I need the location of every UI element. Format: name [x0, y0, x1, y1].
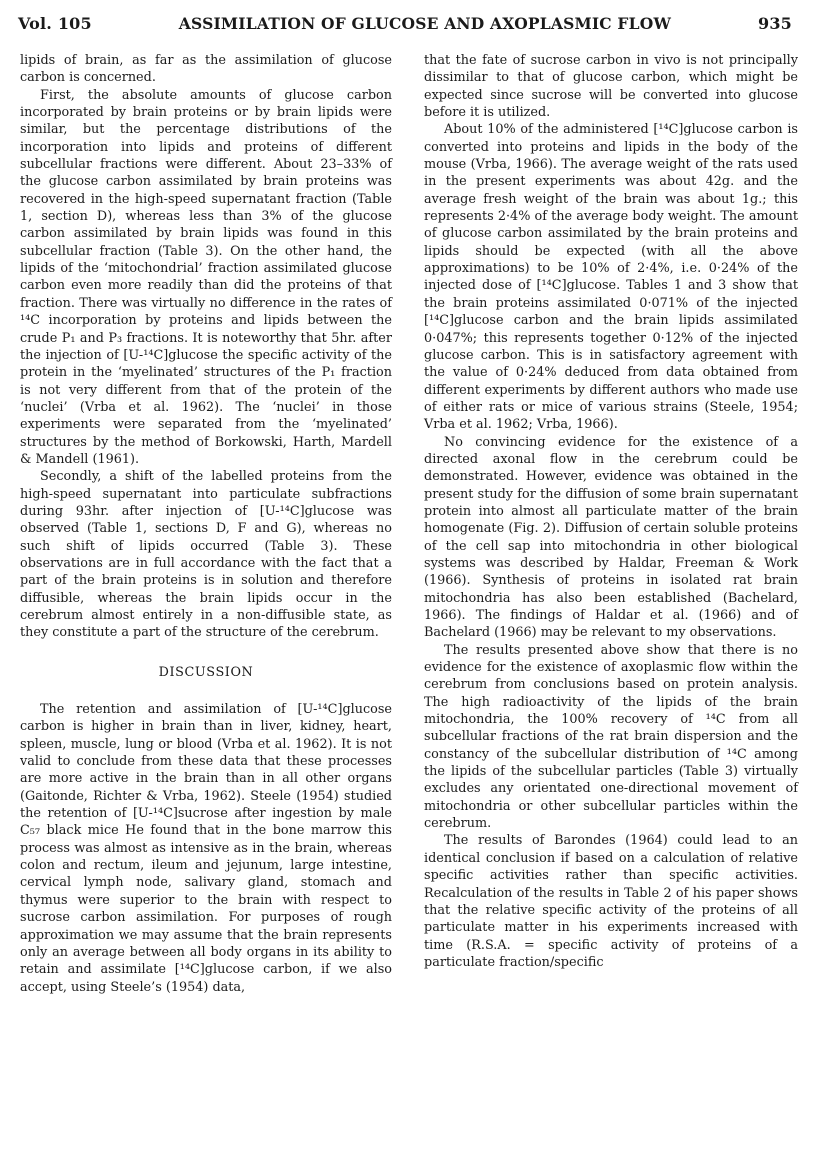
paragraph: The results of Barondes (1964) could lead to an identical conclusion if based on a calculation of relative specific activities rather than specific activities. Recalculation of the results in Table 2 of his paper shows that the relative specific activity of the proteins of all particulate matter in his experiments increased with time (R.S.A. = specific activity of proteins of a particulate fraction/specific	[424, 833, 798, 970]
paragraph: About 10% of the administered [¹⁴C]glucose carbon is converted into proteins and lipids in the body of the mouse (Vrba, 1966). The average weight of the rats used in the present experiments was about 42g. and the average fresh weight of the brain was about 1g.; this represents 2·4% of the average body weight. The amount of glucose carbon assimilated by the brain proteins and lipids should be expected (with all the above approximations) to be 10% of 2·4%, i.e. 0·24% of the injected dose of [¹⁴C]glucose. Tables 1 and 3 show that the brain proteins assimilated 0·071% of the injected [¹⁴C]glucose carbon and the brain lipids assimilated 0·047%; this represents together 0·12% of the injected glucose carbon. This is in satisfactory agreement with the value of 0·24% deduced from data obtained from different experiments by different authors who made use of either rats or mice of various strains (Steele, 1954; Vrba et al. 1962; Vrba, 1966).	[424, 122, 798, 433]
left-column	[20, 52, 392, 996]
paragraph: The retention and assimilation of [U-¹⁴C]glucose carbon is higher in brain than in liver, kidney, heart, spleen, muscle, lung or blood (Vrba et al. 1962). It is not valid to conclude from these data that these processes are more active in the brain than in all other organs (Gaitonde, Richter & Vrba, 1962). Steele (1954) studied the retention of [U-¹⁴C]sucrose after ingestion by male C₅₇ black mice He found that in the bone marrow this process was almost as intensive as in the brain, whereas colon and rectum, ileum and jejunum, large intestine, cervical lymph node, salivary gland, stomach and thymus were superior to the brain with respect to sucrose carbon assimilation. For purposes of rough approximation we may assume that the brain represents only an average between all body organs in its ability to retain and assimilate [¹⁴C]glucose carbon, if we also accept, using Steele’s (1954) data,	[20, 702, 392, 995]
running-header	[18, 14, 792, 44]
right-column	[424, 52, 798, 971]
paragraph: First, the absolute amounts of glucose carbon incorporated by brain proteins or by brain lipids were similar, but the percentage distributions of the incorporation into lipids and proteins of different subcellular fractions were different. About 23–33% of the glucose carbon assimilated by brain proteins was recovered in the high-speed supernatant fraction (Table 1, section D), whereas less than 3% of the glucose carbon assimilated by brain lipids was found in this subcellular fraction (Table 3). On the other hand, the lipids of the ‘mitochondrial’ fraction assimilated glucose carbon even more readily than did the proteins of that fraction. There was virtually no difference in the rates of ¹⁴C incorporation by proteins and lipids between the crude P₁ and P₃ fractions. It is noteworthy that 5hr. after the injection of [U-¹⁴C]glucose the specific activity of the protein in the ‘myelinated’ structures of the P₁ fraction is not very different from that of the protein of the ‘nuclei’ (Vrba et al. 1962). The ‘nuclei’ in those experiments were separated from the ‘myelinated’ structures by the method of Borkowski, Harth, Mardell & Mandell (1961).	[20, 87, 392, 467]
paragraph: Secondly, a shift of the labelled proteins from the high-speed supernatant into particulate subfractions during 93hr. after injection of [U-¹⁴C]glucose was observed (Table 1, sections D, F and G), whereas no such shift of lipids occurred (Table 3). These observations are in full accordance with the fact that a part of the brain proteins is in solution and therefore diffusible, whereas the brain lipids occur in the cerebrum almost entirely in a non-diffusible state, as they constitute a part of the structure of the cerebrum.	[20, 469, 392, 641]
paragraph: lipids of brain, as far as the assimilation of glucose carbon is concerned.	[20, 53, 392, 86]
paragraph: The results presented above show that there is no evidence for the existence of axoplasmic flow within the cerebrum from conclusions based on protein analysis. The high radioactivity of the lipids of the brain mitochondria, the 100% recovery of ¹⁴C from all subcellular fractions of the rat brain dispersion and the constancy of the subcellular distribution of ¹⁴C among the lipids of the subcellular particles (Table 3) virtually excludes any orientated one-directional movement of mitochondria or other subcellular particles within the cerebrum.	[424, 642, 798, 832]
page-number: 935	[758, 14, 792, 33]
section-heading: DISCUSSION	[158, 664, 254, 680]
paragraph: that the fate of sucrose carbon in vivo is not principally dissimilar to that of glucose carbon, which might be expected since sucrose will be converted into glucose before it is utilized.	[424, 53, 798, 121]
volume-label: Vol. 105	[18, 14, 92, 33]
running-title: ASSIMILATION OF GLUCOSE AND AXOPLASMIC FLOW	[178, 14, 672, 33]
paragraph: No convincing evidence for the existence of a directed axonal flow in the cerebrum could be demonstrated. However, evidence was obtained in the present study for the diffusion of some brain supernatant protein into almost all particulate matter of the brain homogenate (Fig. 2). Diffusion of certain soluble proteins of the cell sap into mitochondria in other biological systems was described by Haldar, Freeman & Work (1966). Synthesis of proteins in isolated rat brain mitochondria has also been established (Bachelard, 1966). The findings of Haldar et al. (1966) and of Bachelard (1966) may be relevant to my observations.	[424, 434, 798, 641]
